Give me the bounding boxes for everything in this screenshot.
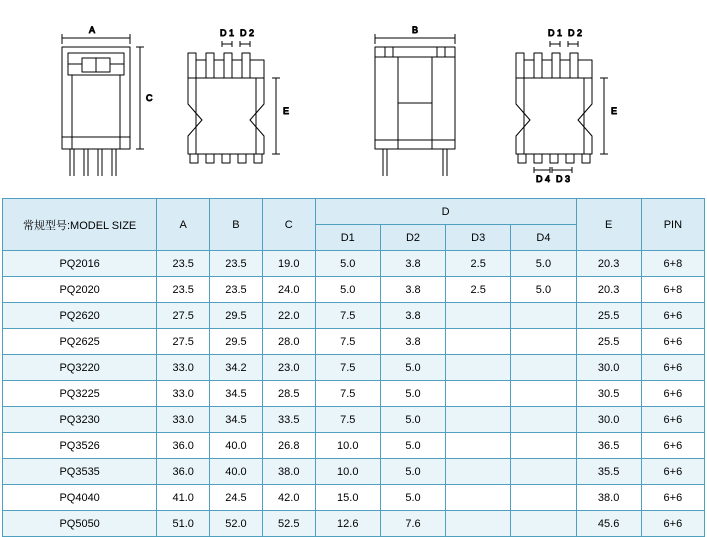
cell-d3	[446, 303, 511, 329]
cell-pin: 6+8	[641, 277, 704, 303]
cell-d2: 3.8	[380, 251, 445, 277]
cell-d2: 5.0	[380, 381, 445, 407]
cell-e: 20.3	[576, 277, 641, 303]
cell-c: 52.5	[262, 511, 315, 537]
cell-d1: 15.0	[315, 485, 380, 511]
cell-d1: 7.5	[315, 355, 380, 381]
cell-b: 40.0	[210, 433, 263, 459]
cell-d4	[511, 433, 576, 459]
cell-pin: 6+6	[641, 511, 704, 537]
cell-a: 33.0	[157, 355, 210, 381]
table-row	[3, 277, 705, 303]
header-a: A	[157, 199, 210, 251]
header-model: 常规型号:MODEL SIZE	[3, 199, 157, 251]
cell-pin: 6+8	[641, 251, 704, 277]
table-header-row-1	[3, 199, 705, 225]
cell-e: 25.5	[576, 303, 641, 329]
cell-b: 23.5	[210, 277, 263, 303]
cell-pin: 6+6	[641, 407, 704, 433]
table-row	[3, 355, 705, 381]
cell-d1: 7.5	[315, 329, 380, 355]
cell-c: 28.5	[262, 381, 315, 407]
cell-d3	[446, 355, 511, 381]
cell-b: 34.2	[210, 355, 263, 381]
cell-model: PQ3230	[3, 407, 157, 433]
cell-d3	[446, 329, 511, 355]
cell-a: 27.5	[157, 329, 210, 355]
cell-e: 38.0	[576, 485, 641, 511]
cell-e: 30.5	[576, 381, 641, 407]
dim-label-d3: D 3	[555, 174, 571, 184]
cell-pin: 6+6	[641, 485, 704, 511]
cell-d1: 7.5	[315, 381, 380, 407]
cell-c: 23.0	[262, 355, 315, 381]
cell-d3	[446, 459, 511, 485]
cell-pin: 6+6	[641, 459, 704, 485]
cell-d4: 5.0	[511, 251, 576, 277]
spec-table	[2, 198, 705, 537]
cell-d2: 3.8	[380, 277, 445, 303]
cell-d3: 2.5	[446, 251, 511, 277]
cell-d4	[511, 407, 576, 433]
view-section-right	[516, 41, 608, 173]
cell-model: PQ3225	[3, 381, 157, 407]
dim-label-c: C	[146, 93, 153, 103]
cell-c: 19.0	[262, 251, 315, 277]
cell-c: 22.0	[262, 303, 315, 329]
cell-e: 30.0	[576, 407, 641, 433]
view-front-right	[375, 34, 455, 176]
cell-d3	[446, 407, 511, 433]
cell-pin: 6+6	[641, 433, 704, 459]
cell-a: 23.5	[157, 277, 210, 303]
header-b: B	[210, 199, 263, 251]
dim-label-d1-right: D 1	[547, 28, 563, 38]
cell-c: 26.8	[262, 433, 315, 459]
cell-pin: 6+6	[641, 329, 704, 355]
view-front-left	[62, 34, 144, 176]
cell-d1: 5.0	[315, 277, 380, 303]
cell-e: 36.5	[576, 433, 641, 459]
cell-b: 34.5	[210, 407, 263, 433]
cell-d2: 5.0	[380, 355, 445, 381]
cell-d2: 5.0	[380, 407, 445, 433]
cell-e: 30.0	[576, 355, 641, 381]
header-d2: D2	[380, 225, 445, 251]
cell-d2: 7.6	[380, 511, 445, 537]
cell-pin: 6+6	[641, 303, 704, 329]
cell-d2: 5.0	[380, 433, 445, 459]
cell-a: 36.0	[157, 433, 210, 459]
cell-b: 29.5	[210, 303, 263, 329]
cell-a: 27.5	[157, 303, 210, 329]
header-e: E	[576, 199, 641, 251]
header-pin: PIN	[641, 199, 704, 251]
table-row	[3, 381, 705, 407]
dim-label-a: A	[88, 25, 96, 35]
cell-d4	[511, 381, 576, 407]
header-d1: D1	[315, 225, 380, 251]
cell-pin: 6+6	[641, 381, 704, 407]
cell-a: 33.0	[157, 381, 210, 407]
cell-d4	[511, 329, 576, 355]
cell-c: 28.0	[262, 329, 315, 355]
cell-d3	[446, 433, 511, 459]
cell-d2: 3.8	[380, 303, 445, 329]
cell-pin: 6+6	[641, 355, 704, 381]
dim-label-d1-left: D 1	[219, 28, 235, 38]
cell-a: 36.0	[157, 459, 210, 485]
cell-d1: 10.0	[315, 459, 380, 485]
cell-a: 23.5	[157, 251, 210, 277]
cell-c: 33.5	[262, 407, 315, 433]
cell-d1: 10.0	[315, 433, 380, 459]
header-c: C	[262, 199, 315, 251]
cell-d3: 2.5	[446, 277, 511, 303]
cell-model: PQ3526	[3, 433, 157, 459]
cell-model: PQ3535	[3, 459, 157, 485]
dim-label-e-right: E	[611, 106, 618, 116]
dim-label-e-left: E	[283, 106, 290, 116]
cell-d4	[511, 511, 576, 537]
cell-d1: 5.0	[315, 251, 380, 277]
cell-d4: 5.0	[511, 277, 576, 303]
cell-b: 24.5	[210, 485, 263, 511]
table-row	[3, 407, 705, 433]
cell-d3	[446, 511, 511, 537]
cell-c: 24.0	[262, 277, 315, 303]
cell-model: PQ5050	[3, 511, 157, 537]
cell-b: 23.5	[210, 251, 263, 277]
table-row	[3, 433, 705, 459]
cell-d4	[511, 303, 576, 329]
dim-label-d2-right: D 2	[567, 28, 583, 38]
table-row	[3, 329, 705, 355]
dim-label-d4: D 4	[535, 174, 551, 184]
cell-b: 34.5	[210, 381, 263, 407]
technical-drawings	[0, 0, 707, 192]
cell-b: 52.0	[210, 511, 263, 537]
cell-d4	[511, 459, 576, 485]
cell-a: 51.0	[157, 511, 210, 537]
table-row	[3, 511, 705, 537]
cell-e: 20.3	[576, 251, 641, 277]
cell-d4	[511, 355, 576, 381]
cell-d3	[446, 485, 511, 511]
cell-d1: 12.6	[315, 511, 380, 537]
dim-label-b: B	[411, 25, 419, 35]
cell-model: PQ3220	[3, 355, 157, 381]
cell-d1: 7.5	[315, 303, 380, 329]
cell-d1: 7.5	[315, 407, 380, 433]
table-row	[3, 485, 705, 511]
cell-a: 41.0	[157, 485, 210, 511]
dim-label-d2-left: D 2	[239, 28, 255, 38]
drawings-svg	[0, 0, 707, 192]
cell-model: PQ2016	[3, 251, 157, 277]
table-body	[3, 251, 705, 537]
cell-b: 40.0	[210, 459, 263, 485]
cell-d2: 5.0	[380, 459, 445, 485]
cell-e: 25.5	[576, 329, 641, 355]
cell-d4	[511, 485, 576, 511]
view-section-left	[188, 41, 280, 163]
cell-model: PQ4040	[3, 485, 157, 511]
table-row	[3, 303, 705, 329]
header-d3: D3	[446, 225, 511, 251]
cell-model: PQ2620	[3, 303, 157, 329]
table-row	[3, 459, 705, 485]
cell-e: 45.6	[576, 511, 641, 537]
cell-d2: 5.0	[380, 485, 445, 511]
cell-e: 35.5	[576, 459, 641, 485]
header-d4: D4	[511, 225, 576, 251]
cell-model: PQ2625	[3, 329, 157, 355]
cell-b: 29.5	[210, 329, 263, 355]
cell-model: PQ2020	[3, 277, 157, 303]
table-header	[3, 199, 705, 251]
cell-c: 42.0	[262, 485, 315, 511]
table-row	[3, 251, 705, 277]
cell-a: 33.0	[157, 407, 210, 433]
header-d-group: D	[315, 199, 576, 225]
cell-c: 38.0	[262, 459, 315, 485]
cell-d3	[446, 381, 511, 407]
cell-d2: 3.8	[380, 329, 445, 355]
